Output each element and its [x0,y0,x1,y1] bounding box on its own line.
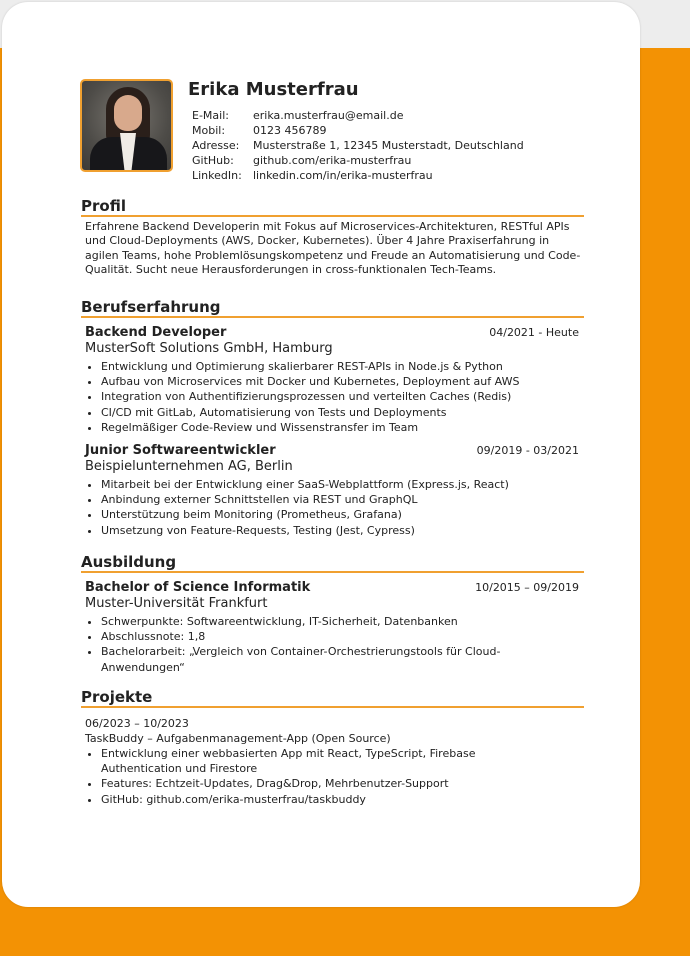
list-item: • Schwerpunkte: Softwareentwicklung, IT-Sicherheit, Datenbanken [101,614,504,629]
education-bullets [85,614,584,675]
list-item: • Aufbau von Microservices mit Docker und Kubernetes, Deployment auf AWS [101,374,584,389]
project-bullets [85,746,584,807]
job-entry [81,443,584,538]
school-name: Muster-Universität Frankfurt [85,596,268,611]
list-item: • Mitarbeit bei der Entwicklung einer SaaS-Webplattform (Express.js, React) [101,477,584,492]
job-bullets [85,359,584,435]
job-date: 09/2019 - 03/2021 [476,444,579,458]
list-item: • Bachelorarbeit: „Vergleich von Container-Orchestrierungstools für Cloud-Anwendungen“ [101,644,504,674]
resume-page [2,2,640,907]
job-company: MusterSoft Solutions GmbH, Hamburg [85,341,333,356]
section-title-education: Ausbildung [81,553,584,573]
section-title-profile: Profil [81,197,584,217]
list-item: • Integration von Authentifizierungsprozessen und verteilten Caches (Redis) [101,389,584,404]
contact-row-linkedin [192,168,524,183]
contact-label: E-Mail: [192,109,229,122]
list-item: • GitHub: github.com/erika-musterfrau/taskbuddy [101,792,484,807]
contact-address: Musterstraße 1, 12345 Musterstadt, Deutschland [253,139,524,152]
job-title: Junior Softwareentwickler [85,443,276,459]
list-item: • Regelmäßiger Code-Review und Wissenstransfer im Team [101,420,584,435]
list-item: • Abschlussnote: 1,8 [101,629,504,644]
job-company: Beispielunternehmen AG, Berlin [85,459,293,475]
section-title-experience: Berufserfahrung [81,298,584,318]
contact-info [192,108,524,183]
profile-text: Erfahrene Backend Developerin mit Fokus auf Microservices-Architekturen, RESTful APIs und Cloud-Deployments (AWS, Docker, Kubernetes). Über 4 Jahre Praxiserfahrung in agilen Teams, hohe Problemlösungskompetenz und Freude an Automatisierung und Code-Qualität. Sucht neue Herausforderungen in cross-funktionalen Tech-Teams. [85,220,581,276]
section-projects [81,688,584,807]
project-entry [81,746,584,807]
list-item: • CI/CD mit GitLab, Automatisierung von Tests und Deployments [101,405,584,420]
section-profile [81,197,584,277]
job-date: 04/2021 - Heute [489,326,579,339]
education-entry [81,580,584,675]
project-name: TaskBuddy – Aufgabenmanagement-App (Open Source) [85,732,391,745]
photo-face [114,95,142,131]
contact-phone[interactable]: 0123 456789 [253,124,327,137]
contact-email[interactable]: erika.musterfrau@email.de [253,109,404,122]
job-bullets [85,477,584,538]
contact-row-email [192,108,524,123]
education-date: 10/2015 – 09/2019 [475,581,579,594]
contact-label: GitHub: [192,154,234,167]
list-item: • Entwicklung und Optimierung skalierbarer REST-APIs in Node.js & Python [101,359,584,374]
section-experience [81,298,584,538]
list-item: • Features: Echtzeit-Updates, Drag&Drop, Mehrbenutzer-Support [101,776,484,791]
list-item: • Entwicklung einer webbasierten App mit React, TypeScript, Firebase Authentication und Firestore [101,746,484,776]
candidate-name: Erika Musterfrau [188,79,359,100]
contact-github[interactable]: github.com/erika-musterfrau [253,154,412,167]
list-item: • Umsetzung von Feature-Requests, Testing (Jest, Cypress) [101,523,584,538]
degree-title: Bachelor of Science Informatik [85,580,311,595]
contact-label: Adresse: [192,139,240,152]
contact-linkedin[interactable]: linkedin.com/in/erika-musterfrau [253,169,433,182]
contact-row-address [192,138,524,153]
section-education [81,553,584,675]
job-title: Backend Developer [85,325,227,340]
profile-photo [80,79,173,172]
project-date: 06/2023 – 10/2023 [85,717,189,730]
contact-row-phone [192,123,524,138]
job-entry [81,325,584,435]
list-item: • Anbindung externer Schnittstellen via REST und GraphQL [101,492,584,507]
contact-label: Mobil: [192,124,226,137]
contact-label: LinkedIn: [192,169,242,182]
section-title-projects: Projekte [81,688,584,708]
contact-row-github [192,153,524,168]
list-item: • Unterstützung beim Monitoring (Prometheus, Grafana) [101,507,584,522]
